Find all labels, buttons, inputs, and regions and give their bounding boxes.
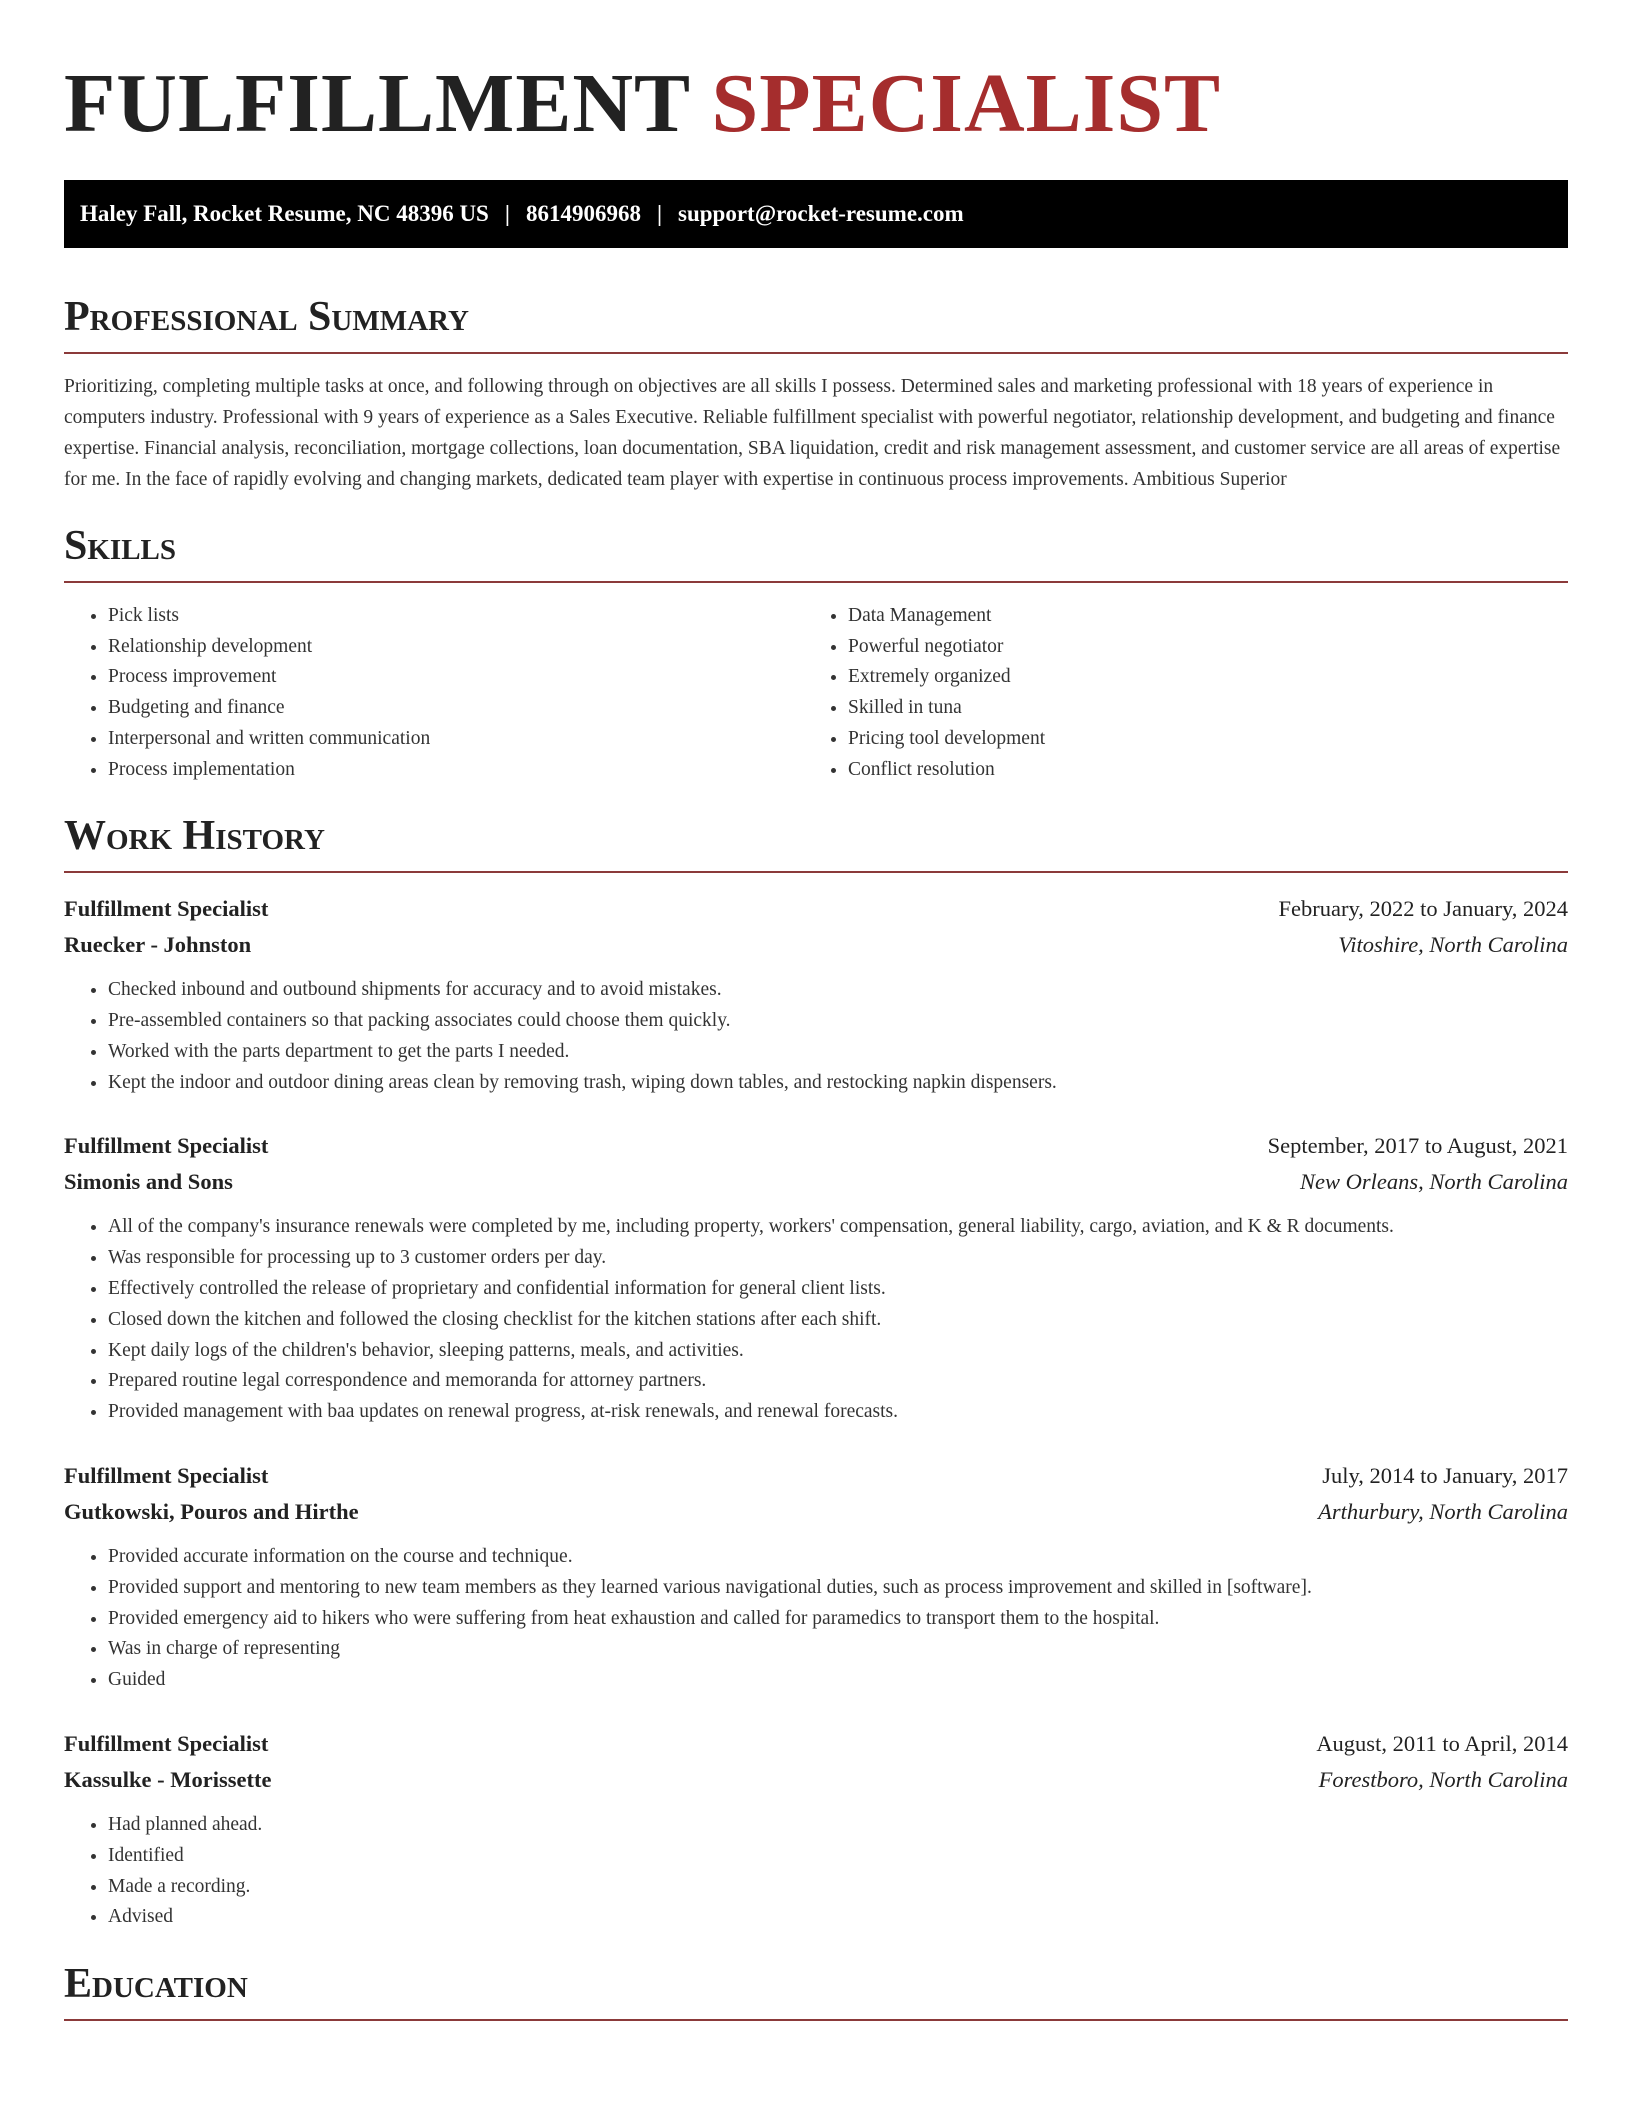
job-dates: February, 2022 to January, 2024 [1278, 896, 1568, 922]
skill-item: • Powerful negotiator [848, 632, 1568, 663]
job-entry [64, 1726, 1568, 1933]
job-duty: • Effectively controlled the release of proprietary and confidential information for general client lists. [108, 1274, 1568, 1305]
job-company-row [64, 1762, 1568, 1798]
job-duty: • Provided management with baa updates on renewal progress, at-risk renewals, and renewal forecasts. [108, 1397, 1568, 1428]
job-duty: • Was responsible for processing up to 3 customer orders per day. [108, 1243, 1568, 1274]
job-company: Gutkowski, Pouros and Hirthe [64, 1498, 359, 1524]
job-duties [64, 1212, 1568, 1428]
job-company-row [64, 927, 1568, 963]
job-title: Fulfillment Specialist [64, 1730, 269, 1756]
title-primary: FULFILLMENT [64, 57, 690, 150]
job-duty: • Kept daily logs of the children's behavior, sleeping patterns, meals, and activities. [108, 1336, 1568, 1367]
job-duty: • Worked with the parts department to get the parts I needed. [108, 1037, 1568, 1068]
job-dates: August, 2011 to April, 2014 [1316, 1730, 1568, 1756]
job-title: Fulfillment Specialist [64, 1462, 269, 1488]
job-title-row [64, 891, 1568, 927]
job-duty: • Provided emergency aid to hikers who were suffering from heat exhaustion and called for paramedics to transport them to the hospital. [108, 1604, 1568, 1635]
job-location: Vitoshire, North Carolina [1338, 932, 1568, 958]
summary-text: Prioritizing, completing multiple tasks at once, and following through on objectives are all skills I possess. Determined sales and marketing professional with 18 years of experience in computers industry. Professional with 9 years of experience as a Sales Executive. Reliable fulfillment specialist with powerful negotiator, relationship development, and budgeting and finance expertise. Financial analysis, reconciliation, mortgage collections, loan documentation, SBA liquidation, credit and risk management assessment, and customer service are all areas of expertise for me. In the face of rapidly evolving and changing markets, dedicated team player with expertise in continuous process improvements. Ambitious Superior [64, 376, 1561, 490]
contact-bar [64, 180, 1568, 248]
job-duties [64, 975, 1568, 1098]
job-duty: • Provided accurate information on the course and technique. [108, 1542, 1568, 1573]
title-accent: SPECIALIST [711, 57, 1222, 150]
job-entry [64, 1458, 1568, 1696]
skill-item: • Budgeting and finance [108, 693, 804, 724]
job-title-row [64, 1726, 1568, 1762]
job-dates: July, 2014 to January, 2017 [1322, 1462, 1568, 1488]
skill-item: • Relationship development [108, 632, 804, 663]
job-duties [64, 1810, 1568, 1933]
job-location: Forestboro, North Carolina [1318, 1766, 1568, 1792]
skill-item: • Interpersonal and written communication [108, 724, 804, 755]
contact-email: support@rocket-resume.com [678, 201, 964, 226]
skills-list [64, 601, 1568, 785]
job-title: Fulfillment Specialist [64, 896, 269, 922]
job-company: Kassulke - Morissette [64, 1766, 272, 1792]
job-dates: September, 2017 to August, 2021 [1267, 1133, 1568, 1159]
contact-separator: | [656, 201, 663, 226]
job-title: Fulfillment Specialist [64, 1133, 269, 1159]
contact-address: Haley Fall, Rocket Resume, NC 48396 US [80, 201, 489, 226]
job-duty: • Had planned ahead. [108, 1810, 1568, 1841]
job-duty: • Was in charge of representing [108, 1634, 1568, 1665]
job-entry [64, 891, 1568, 1098]
job-duty: • Prepared routine legal correspondence and memoranda for attorney partners. [108, 1366, 1568, 1397]
job-duty: • Closed down the kitchen and followed the closing checklist for the kitchen stations after each shift. [108, 1305, 1568, 1336]
skill-item: • Extremely organized [848, 662, 1568, 693]
job-title-row [64, 1458, 1568, 1494]
job-duty: • Guided [108, 1665, 1568, 1696]
job-duties [64, 1542, 1568, 1696]
skill-item: • Conflict resolution [848, 755, 1568, 786]
job-duty: • Identified [108, 1841, 1568, 1872]
contact-phone: 8614906968 [525, 201, 641, 226]
resume-title [64, 58, 1568, 150]
job-duty: • Checked inbound and outbound shipments for accuracy and to avoid mistakes. [108, 975, 1568, 1006]
skills-column-right [804, 601, 1568, 785]
skill-item: • Pick lists [108, 601, 804, 632]
skill-item: • Data Management [848, 601, 1568, 632]
job-location: New Orleans, North Carolina [1300, 1169, 1568, 1195]
skill-item: • Pricing tool development [848, 724, 1568, 755]
skills-heading: Skills [64, 521, 1568, 583]
job-title-row [64, 1128, 1568, 1164]
job-duty: • Provided support and mentoring to new team members as they learned various navigational duties, such as process improvement and skilled in [software]. [108, 1573, 1568, 1604]
education-heading: Education [64, 1959, 1568, 2021]
work-history-heading: Work History [64, 811, 1568, 873]
job-company: Simonis and Sons [64, 1169, 233, 1195]
job-duty: • Pre-assembled containers so that packing associates could choose them quickly. [108, 1006, 1568, 1037]
job-company-row [64, 1494, 1568, 1530]
job-entry [64, 1128, 1568, 1428]
contact-separator: | [504, 201, 510, 226]
job-duty: • Kept the indoor and outdoor dining areas clean by removing trash, wiping down tables, and restocking napkin dispensers. [108, 1068, 1568, 1099]
job-duty: • Advised [108, 1902, 1568, 1933]
job-location: Arthurbury, North Carolina [1318, 1498, 1568, 1524]
skill-item: • Process improvement [108, 662, 804, 693]
skill-item: • Process implementation [108, 755, 804, 786]
summary-heading: Professional Summary [64, 292, 1568, 354]
skill-item: • Skilled in tuna [848, 693, 1568, 724]
skills-column-left [64, 601, 804, 785]
job-duty: • Made a recording. [108, 1872, 1568, 1903]
job-company-row [64, 1164, 1568, 1200]
job-company: Ruecker - Johnston [64, 932, 252, 958]
job-duty: • All of the company's insurance renewals were completed by me, including property, workers' compensation, general liability, cargo, aviation, and K & R documents. [108, 1212, 1568, 1243]
